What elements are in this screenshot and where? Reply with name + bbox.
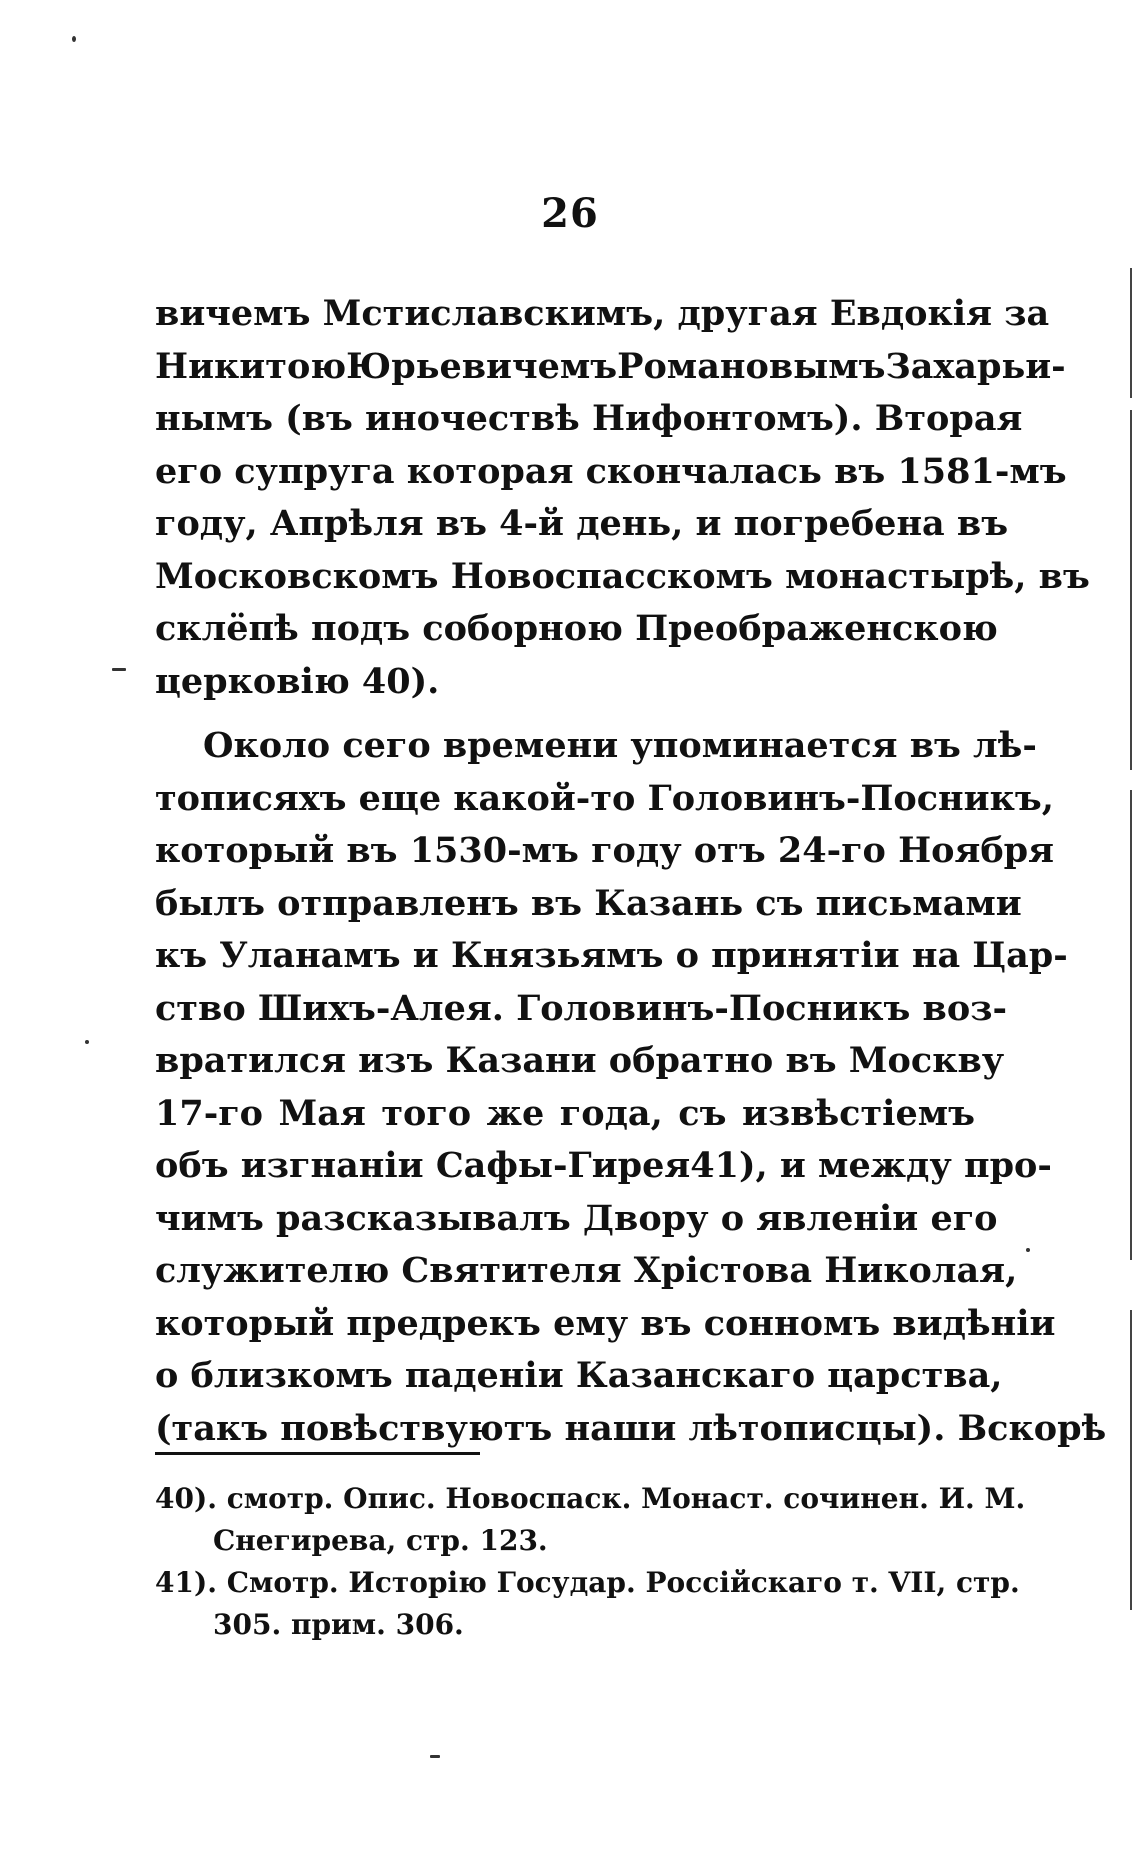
text-line: ство Шихъ-Алея. Головинъ-Посникъ воз- [155, 987, 1008, 1029]
text-line: вратился изъ Казани обратно въ Москву [155, 1040, 1005, 1081]
footnotes [155, 1478, 1026, 1646]
text-line: который въ 1530-мъ году отъ 24-го Ноября [155, 830, 1055, 871]
scan-margin-mark [1130, 790, 1132, 1260]
scan-speck [1026, 1248, 1030, 1252]
scan-speck [112, 668, 126, 671]
text-line: къ Уланамъ и Князьямъ о принятіи на Цар- [155, 935, 1068, 976]
text-line: объ изгнаніи Сафы-Гирея41), и между про- [155, 1145, 1052, 1186]
page-number: 26 [541, 190, 599, 237]
scan-speck [85, 1040, 89, 1044]
footnote-line: 40). смотр. Опис. Новоспаск. Монаст. сочинен. И. М. [155, 1482, 1026, 1515]
footnote-line: 305. прим. 306. [213, 1608, 464, 1641]
scan-margin-mark [1130, 410, 1132, 770]
text-line: служителю Святителя Хрістова Николая, [155, 1250, 1018, 1291]
text-line: склёпѣ подъ соборною Преображенскою [155, 608, 998, 649]
text-line: церковію 40). [155, 660, 440, 702]
scan-speck [72, 36, 76, 42]
text-line: былъ отправленъ въ Казань съ письмами [155, 882, 1022, 924]
text-line: вичемъ Мстиславскимъ, другая Евдокія за [155, 293, 1050, 334]
text-line: нымъ (въ иночествѣ Нифонтомъ). Вторая [155, 398, 1023, 439]
footnote-line: Снегирева, стр. 123. [213, 1524, 548, 1557]
text-line: о близкомъ паденіи Казанскаго царства, [155, 1355, 1003, 1396]
main-text [155, 288, 1107, 1455]
text-line: (такъ повѣствуютъ наши лѣтописцы). Вскорѣ [155, 1407, 1107, 1449]
scan-margin-mark [1130, 1310, 1132, 1610]
text-line: чимъ разсказывалъ Двору о явленіи его [155, 1197, 998, 1239]
text-line: Около сего времени упоминается въ лѣ- [203, 725, 1037, 766]
text-line: тописяхъ еще какой-то Головинъ-Посникъ, [155, 777, 1054, 819]
scan-speck [430, 1755, 440, 1758]
footnote-rule [155, 1452, 480, 1455]
text-line: который предрекъ ему въ сонномъ видѣніи [155, 1302, 1056, 1344]
text-line: Московскомъ Новоспасскомъ монастырѣ, въ [155, 555, 1090, 597]
scan-margin-mark [1130, 268, 1132, 398]
text-line: НикитоюЮрьевичемъРомановымъЗахарьи- [155, 345, 1066, 387]
text-line: году, Апрѣля въ 4-й день, и погребена въ [155, 503, 1009, 544]
text-line: 17-го Мая того же года, съ извѣстіемъ [155, 1092, 975, 1134]
text-line: его супруга которая скончалась въ 1581-мъ [155, 450, 1067, 492]
footnote-line: 41). Смотр. Исторію Государ. Россійскаго т. VII, стр. [155, 1566, 1020, 1599]
paragraph-gap [155, 708, 975, 720]
